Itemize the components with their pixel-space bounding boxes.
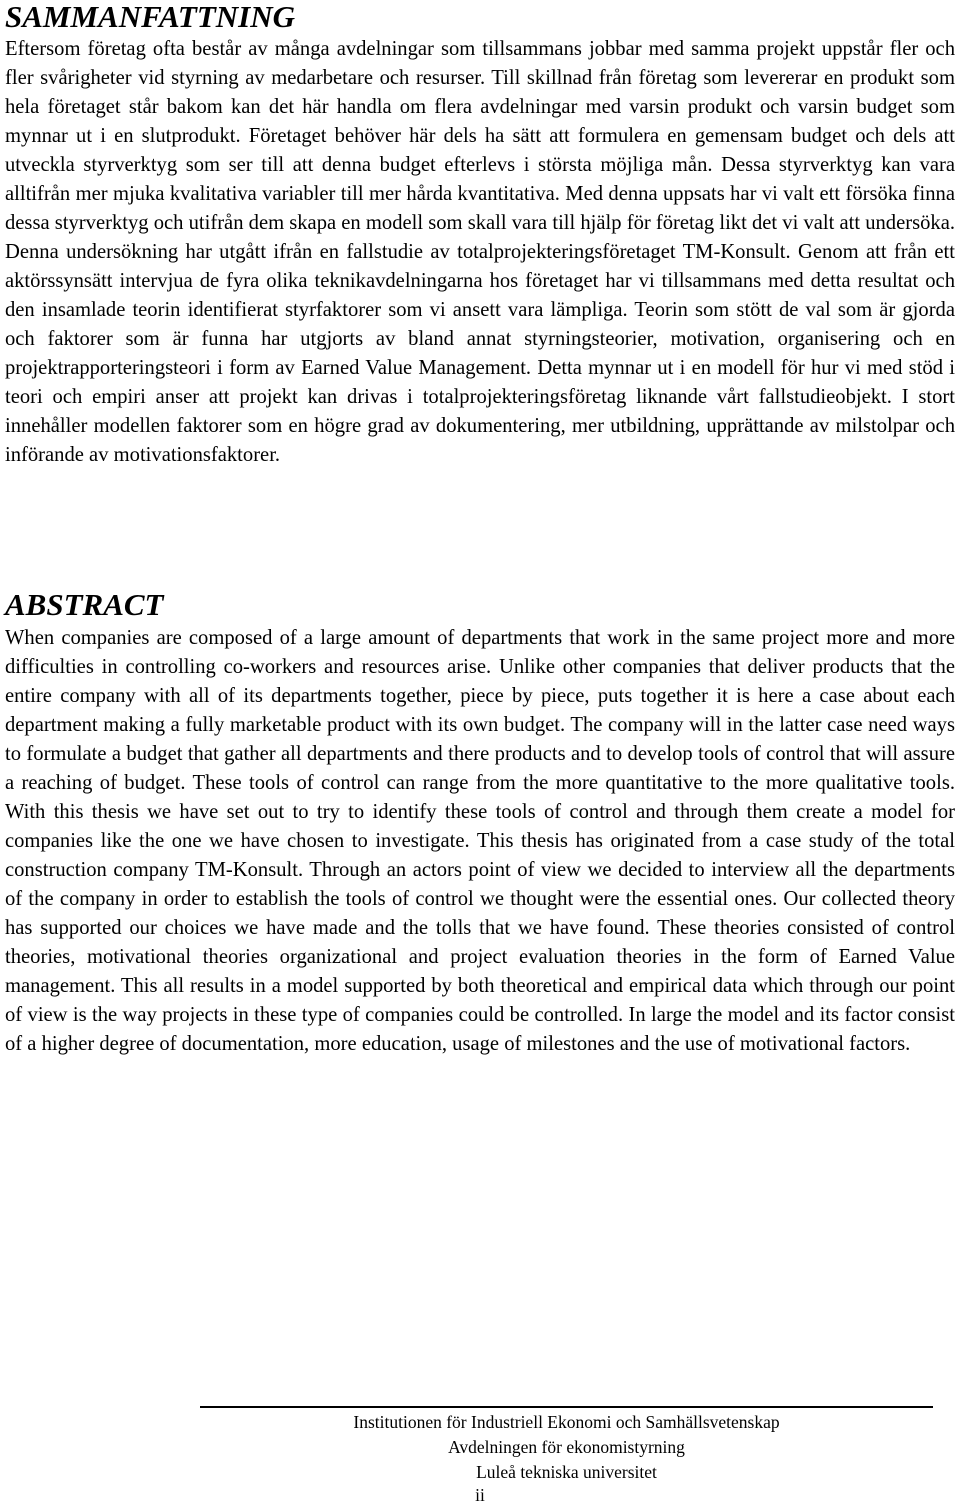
sammanfattning-heading: SAMMANFATTNING	[5, 0, 296, 34]
abstract-heading: ABSTRACT	[5, 587, 164, 622]
footer-divider	[200, 1406, 933, 1408]
footer-institution: Institutionen för Industriell Ekonomi och Samhällsvetenskap	[353, 1412, 780, 1432]
page-footer	[200, 1410, 933, 1485]
abstract-paragraph: When companies are composed of a large amount of departments that work in the same project more and more difficulties in controlling co-workers and resources arise. Unlike other companies that deliver products that the entire company with all of its departments together, piece by piece, puts together it is here a case about each department making a fully marketable product with its own budget. The company will in the latter case need ways to formulate a budget that gather all departments and there products and to develop tools of control that will assure a reaching of budget. These tools of control can range from the more quantitative to the more qualitative tools. With this thesis we have set out to try to identify these tools of control and through them create a model for companies like the one we have chosen to investigate. This thesis has originated from a case study of the total construction company TM-Konsult. Through an actors point of view we decided to interview all the departments of the company in order to establish the tools of control we thought were the essential ones. Our collected theory has supported our choices we have made and the tolls that we have found. These theories consisted of control theories, motivational theories organizational and project evaluation theories in the form of Earned Value management. This all results in a model supported by both theoretical and empirical data which through our point of view is the way projects in these type of companies could be controlled. In large the model and its factor consist of a higher degree of documentation, more education, usage of milestones and the use of motivational factors.	[5, 627, 955, 1055]
page-number: ii	[475, 1485, 485, 1505]
sammanfattning-paragraph: Eftersom företag ofta består av många avdelningar som tillsammans jobbar med samma projekt uppstår fler och fler svårigheter vid styrning av medarbetare och resurser. Till skillnad från företag som levererar en produkt som hela företaget står bakom kan det här handla om flera avdelningar med varsin produkt och varsin budget som mynnar ut i en slutprodukt. Företaget behöver här dels ha sätt att formulera en gemensam budget och dels att utveckla styrverktyg som ser till att denna budget efterlevs i största möjliga mån. Dessa styrverktyg kan vara alltifrån mer mjuka kvalitativa variabler till mer hårda kvantitativa. Med denna uppsats har vi valt ett försöka finna dessa styrverktyg och utifrån dem skapa en modell som skall vara till hjälp för företag likt det vi valt att undersöka. Denna undersökning har utgått ifrån en fallstudie av totalprojekteringsföretaget TM-Konsult. Genom att från ett aktörssynsätt intervjua de fyra olika teknikavdelningarna hos företaget har vi tillsammans med detta resultat och den insamlade teorin identifierat styrfaktorer som vi ansett vara lämpliga. Teorin som stött de val som är gjorda och faktorer som är funna har utgjorts av bland annat styrningsteorier, motivation, organisering och en projektrapporteringsteori i form av Earned Value Management. Detta mynnar ut i en modell för hur vi med stöd i teori och empiri anser att projekt kan drivas i totalprojekteringsföretag liknande vårt fallstudieobjekt. I stort innehåller modellen faktorer som en högre grad av dokumentering, mer utbildning, upprättande av milstolpar och införande av motivationsfaktorer.	[5, 38, 955, 466]
footer-division: Avdelningen för ekonomistyrning	[448, 1437, 685, 1457]
footer-university: Luleå tekniska universitet	[476, 1462, 657, 1482]
